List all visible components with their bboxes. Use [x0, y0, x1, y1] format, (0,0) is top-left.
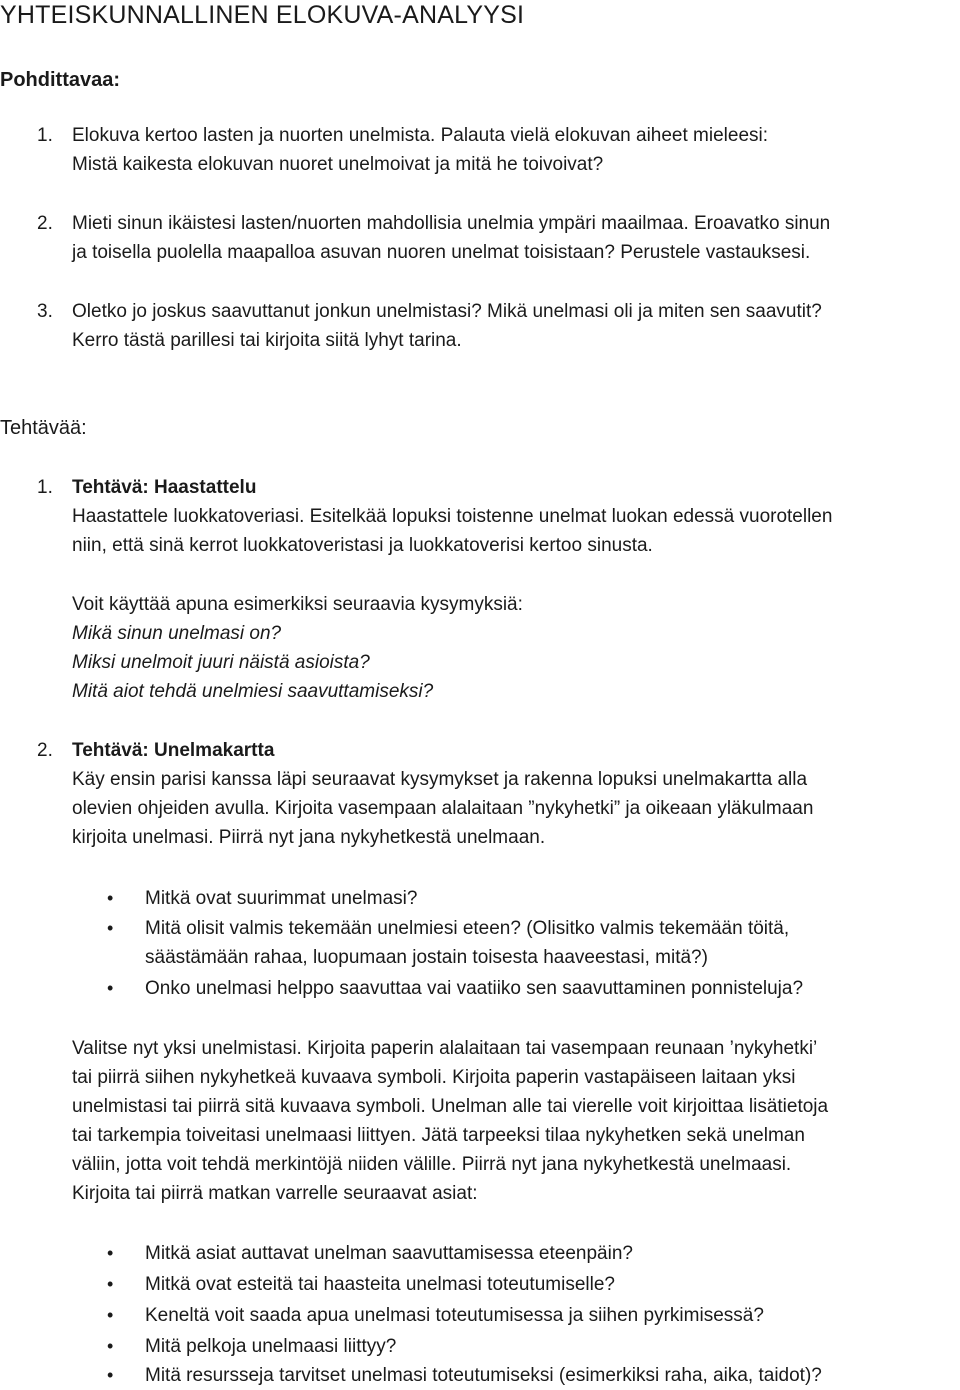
paragraph-line: tai tarkempia toiveitasi unelmaasi liittyen. Jätä tarpeeksi tilaa nykyhetken sekä unelman: [72, 1125, 805, 1146]
bullet-item: Mitä olisit valmis tekemään unelmiesi eteen? (Olisitko valmis tekemään töitä,: [145, 918, 790, 939]
paragraph-line: unelmistasi tai piirrä sitä kuvaava symboli. Unelman alle tai vierelle voit kirjoittaa lisätietoja: [72, 1096, 829, 1117]
list-number: 3.: [37, 301, 53, 322]
bullet-item: Mitkä ovat esteitä tai haasteita unelmasi toteutumiselle?: [145, 1274, 615, 1295]
task-number: 2.: [37, 740, 53, 761]
bullet-item: Mitkä ovat suurimmat unelmasi?: [145, 888, 418, 909]
bullet-icon: •: [107, 918, 114, 938]
document-title: YHTEISKUNNALLINEN ELOKUVA-ANALYYSI: [0, 1, 525, 29]
bullet-icon: •: [107, 1336, 114, 1356]
paragraph-line: tai piirrä siihen nykyhetkeä kuvaava symboli. Kirjoita paperin vastapäiseen laitaan yksi: [72, 1067, 796, 1088]
bullet-item: Keneltä voit saada apua unelmasi toteutumisessa ja siihen pyrkimisessä?: [145, 1305, 764, 1326]
list-item-text: Mieti sinun ikäistesi lasten/nuorten mahdollisia unelmia ympäri maailmaa. Eroavatko sinun: [72, 213, 831, 234]
task-text: Haastattele luokkatoveriasi. Esitelkää lopuksi toistenne unelmat luokan edessä vuorotellen: [72, 506, 833, 527]
list-number: 1.: [37, 125, 53, 146]
task-prompt: Voit käyttää apuna esimerkiksi seuraavia kysymyksiä:: [72, 594, 523, 615]
bullet-item: Onko unelmasi helppo saavuttaa vai vaatiiko sen saavuttaminen ponnisteluja?: [145, 978, 804, 999]
bullet-icon: •: [107, 1365, 114, 1385]
interview-question: Mikä sinun unelmasi on?: [72, 623, 282, 644]
bullet-item: säästämään rahaa, luopumaan jostain toisesta haaveestasi, mitä?): [145, 947, 708, 968]
task-text: olevien ohjeiden avulla. Kirjoita vasempaan alalaitaan ”nykyhetki” ja oikeaan yläkulmaan: [72, 798, 814, 819]
list-item-text: Oletko jo joskus saavuttanut jonkun unelmistasi? Mikä unelmasi oli ja miten sen saavutit?: [72, 301, 822, 322]
section-heading-pohdittavaa: Pohdittavaa:: [0, 69, 121, 91]
bullet-icon: •: [107, 978, 114, 998]
section-heading-tehtavaa: Tehtävää:: [0, 417, 87, 439]
paragraph-line: Kirjoita tai piirrä matkan varrelle seuraavat asiat:: [72, 1183, 478, 1204]
paragraph-line: Valitse nyt yksi unelmistasi. Kirjoita paperin alalaitaan tai vasempaan reunaan ’nykyhetki’: [72, 1038, 818, 1059]
bullet-icon: •: [107, 1243, 114, 1263]
task-text: Käy ensin parisi kanssa läpi seuraavat kysymykset ja rakenna lopuksi unelmakartta alla: [72, 769, 808, 790]
bullet-icon: •: [107, 1274, 114, 1294]
list-item-text: ja toisella puolella maapalloa asuvan nuoren unelmat toisistaan? Perustele vastauksesi.: [72, 242, 811, 263]
task-number: 1.: [37, 477, 53, 498]
list-item-text: Mistä kaikesta elokuvan nuoret unelmoivat ja mitä he toivoivat?: [72, 154, 604, 175]
bullet-item: Mitkä asiat auttavat unelman saavuttamisessa eteenpäin?: [145, 1243, 633, 1264]
bullet-item: Mitä pelkoja unelmaasi liittyy?: [145, 1336, 397, 1357]
list-item-text: Kerro tästä parillesi tai kirjoita siitä lyhyt tarina.: [72, 330, 462, 351]
task-text: kirjoita unelmasi. Piirrä nyt jana nykyhetkestä unelmaan.: [72, 827, 546, 848]
interview-question: Mitä aiot tehdä unelmiesi saavuttamiseksi?: [72, 681, 434, 702]
task-text: niin, että sinä kerrot luokkatoveristasi ja luokkatoverisi kertoo sinusta.: [72, 535, 653, 556]
bullet-item: Mitä resursseja tarvitset unelmasi toteutumiseksi (esimerkiksi raha, aika, taidot)?: [145, 1365, 822, 1386]
list-item-text: Elokuva kertoo lasten ja nuorten unelmista. Palauta vielä elokuvan aiheet mieleesi:: [72, 125, 769, 146]
task-title: Tehtävä: Unelmakartta: [72, 740, 275, 761]
bullet-icon: •: [107, 888, 114, 908]
list-number: 2.: [37, 213, 53, 234]
paragraph-line: väliin, jotta voit tehdä merkintöjä niiden välille. Piirrä nyt jana nykyhetkestä unelmaasi.: [72, 1154, 792, 1175]
task-title: Tehtävä: Haastattelu: [72, 477, 257, 498]
bullet-icon: •: [107, 1305, 114, 1325]
interview-question: Miksi unelmoit juuri näistä asioista?: [72, 652, 370, 673]
